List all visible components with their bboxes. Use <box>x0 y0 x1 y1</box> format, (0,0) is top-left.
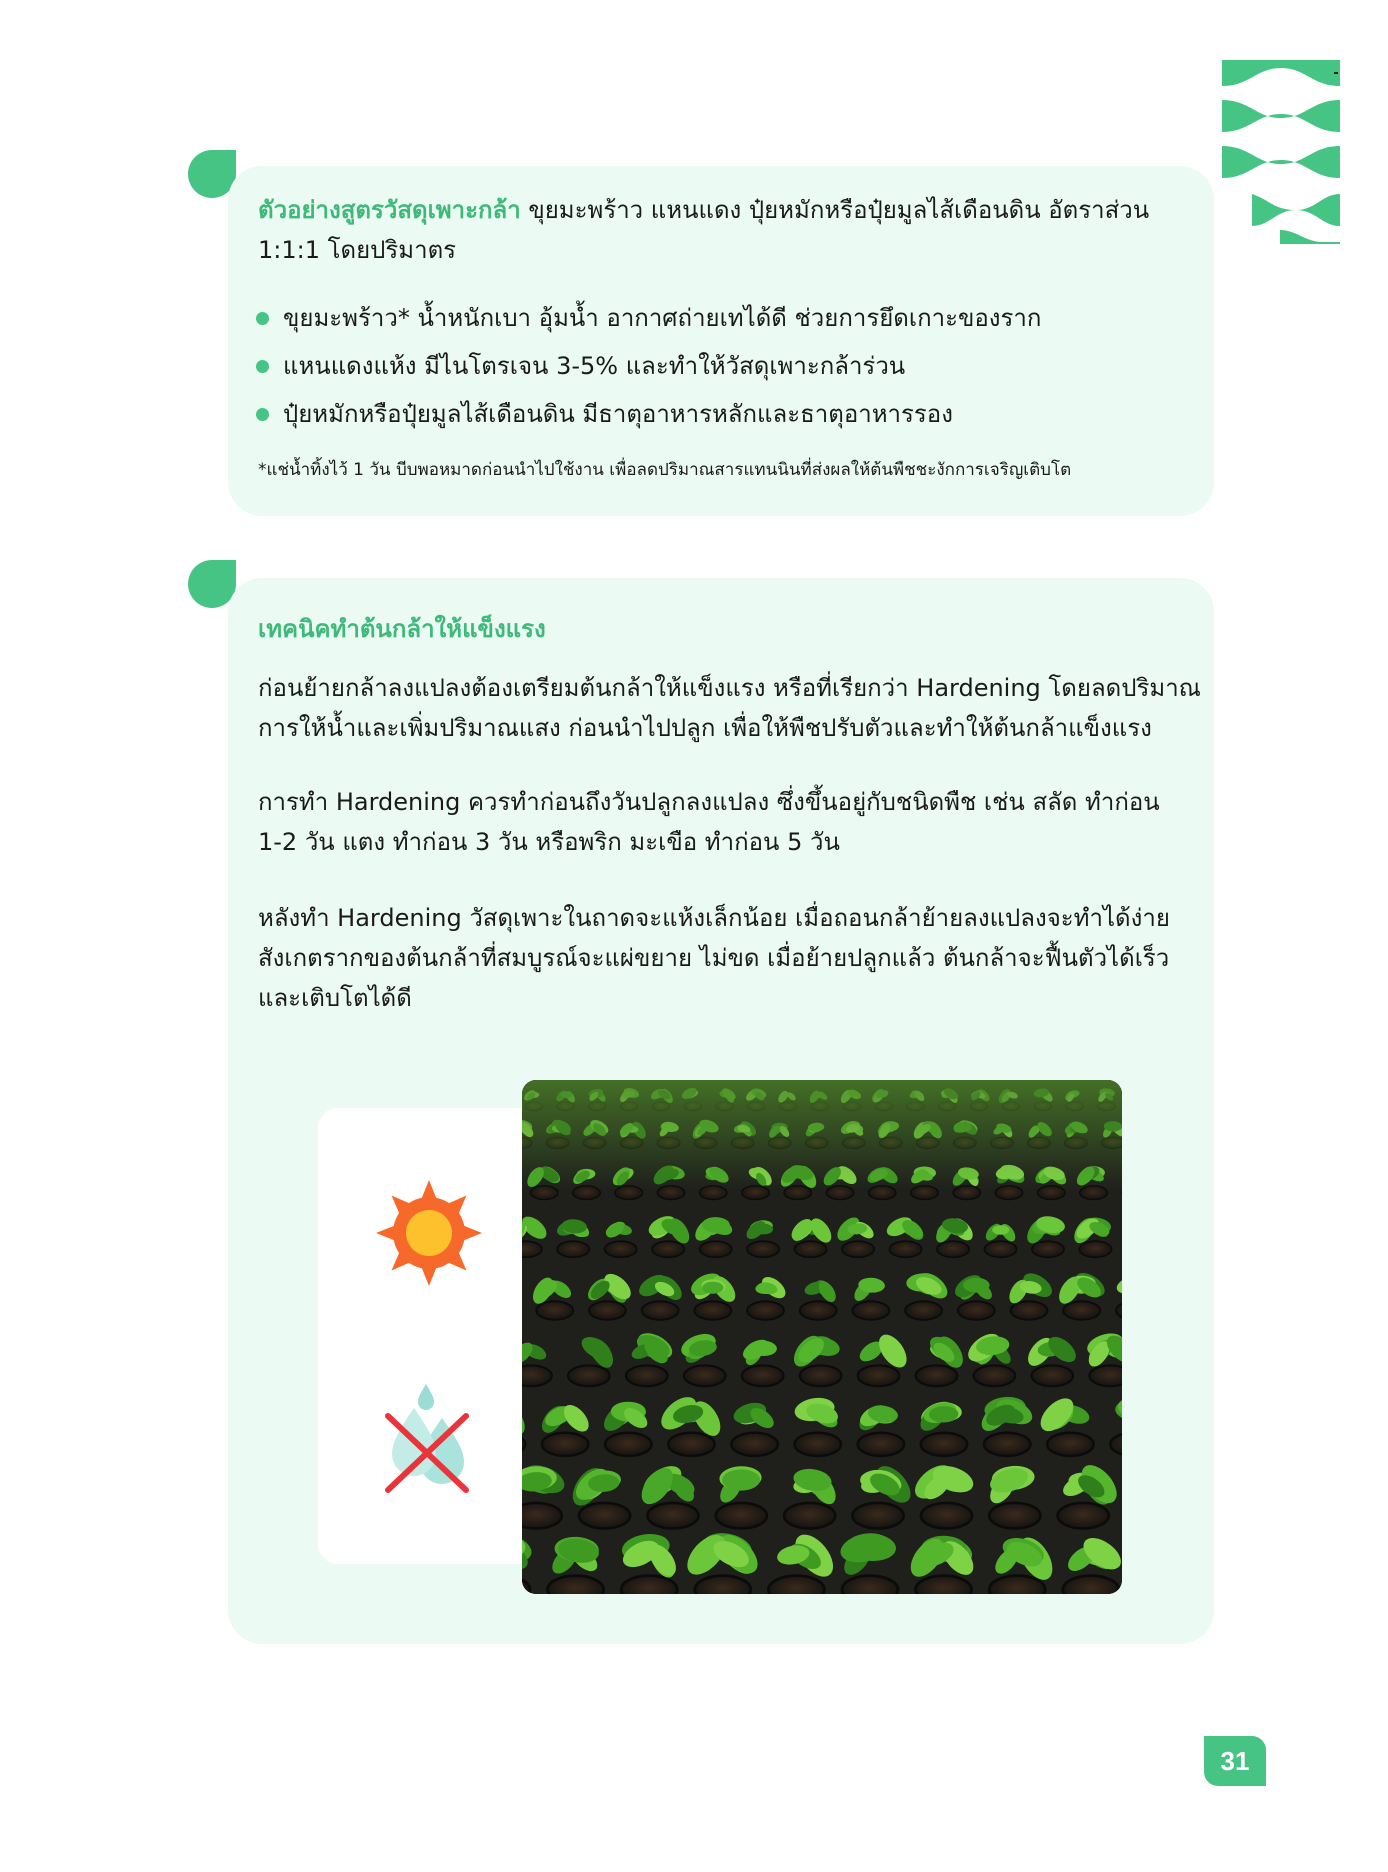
corner-mark <box>1334 72 1338 74</box>
icon-panel <box>318 1108 538 1564</box>
hardening-paragraph-1: ก่อนย้ายกล้าลงแปลงต้องเตรียมต้นกล้าให้แข็งแรง หรือที่เรียกว่า Hardening โดยลดปริมาณ การให้น้ำและเพิ่มปริมาณแสง ก่อนนำไปปลูก เพื่อให้พืชปรับตัวและทำให้ต้นกล้าแข็งแรง <box>258 674 1201 742</box>
bullet-dot-icon <box>256 312 269 325</box>
hardening-heading: เทคนิคทำต้นกล้าให้แข็งแรง <box>258 615 546 643</box>
no-water-icon <box>380 1384 476 1494</box>
seedling-tray-photo <box>522 1080 1122 1594</box>
list-item: ปุ๋ยหมักหรือปุ๋ยมูลไส้เดือนดิน มีธาตุอาหารหลักและธาตุอาหารรอง <box>256 390 1041 438</box>
bullet-dot-icon <box>256 408 269 421</box>
bullet-dot-icon <box>256 360 269 373</box>
wave-logo-icon <box>1222 60 1340 244</box>
mix-intro <box>258 190 1208 270</box>
footnote: *แช่น้ำทิ้งไว้ 1 วัน บีบพอหมาดก่อนนำไปใช้งาน เพื่อลดปริมาณสารแทนนินที่ส่งผลให้ต้นพืชชะงักการเจริญเติบโต <box>258 460 1072 480</box>
page-number: 31 <box>1204 1736 1266 1786</box>
mix-intro-line2: 1:1:1 โดยปริมาตร <box>258 236 457 264</box>
sun-icon <box>374 1178 484 1288</box>
mix-bullet-list <box>256 294 1041 438</box>
mix-intro-text: ขุยมะพร้าว แหนแดง ปุ๋ยหมักหรือปุ๋ยมูลไส้เดือนดิน อัตราส่วน <box>520 196 1150 224</box>
list-item: แหนแดงแห้ง มีไนโตรเจน 3-5% และทำให้วัสดุเพาะกล้าร่วน <box>256 342 1041 390</box>
mix-intro-highlight: ตัวอย่างสูตรวัสดุเพาะกล้า <box>258 196 521 224</box>
hardening-paragraph-2: การทำ Hardening ควรทำก่อนถึงวันปลูกลงแปลง ซึ่งขึ้นอยู่กับชนิดพืช เช่น สลัด ทำก่อน 1-2 วัน แตง ทำก่อน 3 วัน หรือพริก มะเขือ ทำก่อน 5 วัน <box>258 788 1160 856</box>
list-item: ขุยมะพร้าว* น้ำหนักเบา อุ้มน้ำ อากาศถ่ายเทได้ดี ช่วยการยึดเกาะของราก <box>256 294 1041 342</box>
hardening-paragraph-3: หลังทำ Hardening วัสดุเพาะในถาดจะแห้งเล็กน้อย เมื่อถอนกล้าย้ายลงแปลงจะทำได้ง่าย สังเกตรากของต้นกล้าที่สมบูรณ์จะแผ่ขยาย ไม่ขด เมื่อย้ายปลูกแล้ว ต้นกล้าจะฟื้นตัวได้เร็ว และเติบโตได้ดี <box>258 904 1170 1012</box>
